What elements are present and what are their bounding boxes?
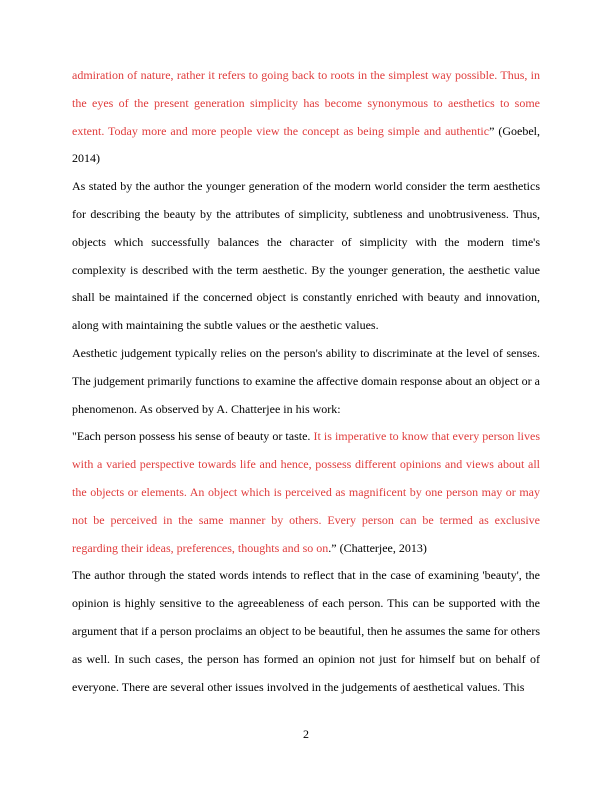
paragraph-author-reflection: The author through the stated words intends to reflect that in the case of examining 'beauty', the opinion is highly sensitive to the agreeableness of each person. This can be supported with the argument that if a person proclaims an object to be beautiful, then he assumes the same for others as well. In such cases, the person has formed an opinion not just for himself but on behalf of everyone. There are several other issues involved in the judgements of aesthetical values. This bbox=[72, 568, 540, 694]
quoted-text-red: It is imperative to know that every person lives with a varied perspective towards life and hence, possess different opinions and views about all the objects or elements. An object which is perceived as magnificent by one person may or may not be perceived in the same manner by others. Every person can be termed as exclusive regarding their ideas, preferences, thoughts and so on bbox=[72, 429, 540, 555]
quoted-text-red: admiration of nature, rather it refers to going back to roots in the simplest way possible. Thus, in the eyes of the present generation simplicity has become synonymous to aesthetics to some extent. Today more and more people view the concept as being simple and authentic bbox=[72, 68, 540, 138]
paragraph-goebel-quote-end bbox=[72, 62, 540, 173]
document-page bbox=[72, 62, 540, 701]
citation-chatterjee: .” (Chatterjee, 2013) bbox=[328, 540, 427, 555]
quote-lead-text: "Each person possess his sense of beauty or taste. bbox=[72, 429, 314, 444]
citation-goebel: ” (Goebel, 2014) bbox=[72, 123, 540, 166]
page-number: 2 bbox=[303, 727, 309, 741]
paragraph-chatterjee-quote bbox=[72, 423, 540, 562]
paragraph-younger-generation: As stated by the author the younger generation of the modern world consider the term aesthetics for describing the beauty by the attributes of simplicity, subtleness and unobtrusiveness. Thus, objects which successfully balances the character of simplicity with the modern time's complexity is described with the term aesthetic. By the younger generation, the aesthetic value shall be maintained if the concerned object is constantly enriched with beauty and innovation, along with maintaining the subtle values or the aesthetic values. bbox=[72, 179, 540, 333]
paragraph-aesthetic-judgement: Aesthetic judgement typically relies on the person's ability to discriminate at the level of senses. The judgement primarily functions to examine the affective domain response about an object or a phenomenon. As observed by A. Chatterjee in his work: bbox=[72, 345, 540, 416]
